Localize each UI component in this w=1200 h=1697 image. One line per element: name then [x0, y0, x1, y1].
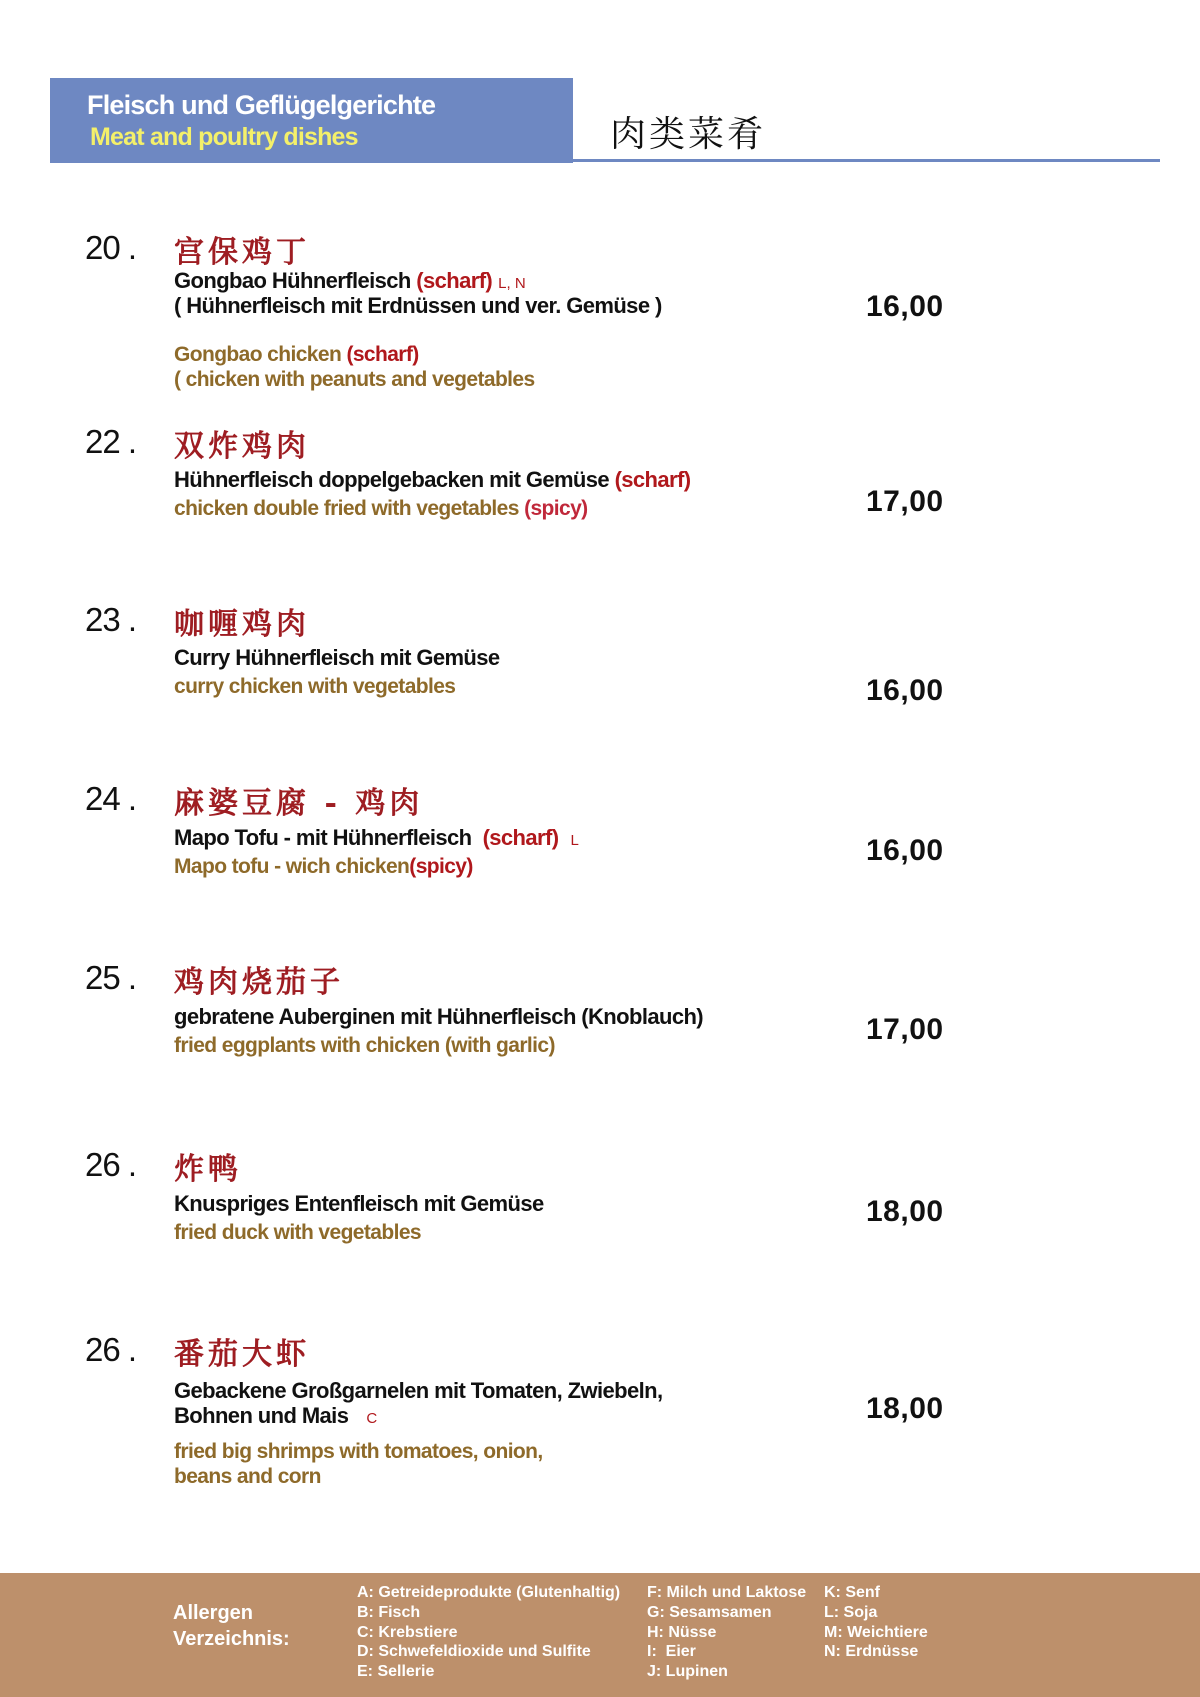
dish-name-zh: 咖喱鸡肉	[174, 607, 310, 642]
allergen-list-col2	[647, 1583, 806, 1682]
allergen-entry: A: Getreideprodukte (Glutenhaltig)	[357, 1584, 621, 1601]
allergen-entry: N: Erdnüsse	[824, 1643, 919, 1661]
dish-name-en: chicken double fried with vegetables (spicy)	[174, 497, 588, 520]
allergen-entry: F: Milch und Laktose	[647, 1584, 807, 1601]
dish-price: 18,00	[866, 1392, 944, 1425]
dish-description-de: ( Hühnerfleisch mit Erdnüssen und ver. Gemüse )	[174, 293, 662, 318]
dish-number: 23 .	[85, 601, 137, 638]
dish-name-de: Curry Hühnerfleisch mit Gemüse	[174, 645, 500, 670]
dish-name-de: Gebackene Großgarnelen mit Tomaten, Zwiebeln,	[174, 1378, 663, 1403]
allergen-list-col3	[824, 1583, 928, 1662]
dish-number: 26 .	[85, 1331, 137, 1368]
dish-number: 22 .	[85, 423, 137, 460]
dish-price: 16,00	[866, 674, 944, 707]
dish-name-de: Hühnerfleisch doppelgebacken mit Gemüse (scharf)	[174, 467, 691, 492]
dish-name-en-line2: beans and corn	[174, 1465, 321, 1488]
dish-name-zh: 番茄大虾	[174, 1337, 310, 1372]
section-title-en: Meat and poultry dishes	[90, 123, 358, 151]
allergen-codes: C	[366, 1410, 378, 1427]
dish-name-zh: 鸡肉烧茄子	[174, 965, 344, 1000]
allergen-entry: L: Soja	[824, 1603, 878, 1621]
dish-name-de: Mapo Tofu - mit Hühnerfleisch (scharf) L	[174, 825, 579, 850]
dish-name-zh: 麻婆豆腐 - 鸡肉	[174, 786, 424, 821]
allergen-codes: L, N	[498, 275, 526, 292]
allergen-title: Allergen Verzeichnis:	[173, 1602, 290, 1650]
spicy-tag: (spicy)	[409, 855, 473, 878]
spicy-tag: (scharf)	[416, 268, 493, 293]
dish-name-en: fried eggplants with chicken (with garlic)	[174, 1034, 555, 1057]
dish-number: 26 .	[85, 1146, 137, 1183]
dish-name-de: Gongbao Hühnerfleisch (scharf) L, N	[174, 268, 526, 293]
dish-number: 20 .	[85, 229, 137, 266]
allergen-entry: C: Krebstiere	[357, 1623, 458, 1641]
allergen-codes: L	[570, 832, 579, 849]
dish-price: 16,00	[866, 290, 944, 323]
dish-name-de: gebratene Auberginen mit Hühnerfleisch (Knoblauch)	[174, 1004, 704, 1029]
spicy-tag: (scharf)	[614, 467, 691, 492]
dish-name-en: fried big shrimps with tomatoes, onion,	[174, 1440, 543, 1463]
dish-name-en: curry chicken with vegetables	[174, 675, 456, 698]
allergen-entry: G: Sesamsamen	[647, 1603, 772, 1621]
allergen-entry: D: Schwefeldioxide und Sulfite	[357, 1643, 591, 1661]
allergen-entry: I: Eier	[647, 1643, 696, 1661]
allergen-entry: H: Nüsse	[647, 1623, 717, 1641]
dish-name-de: Knuspriges Entenfleisch mit Gemüse	[174, 1191, 544, 1216]
dish-number: 25 .	[85, 959, 137, 996]
allergen-entry: E: Sellerie	[357, 1663, 435, 1681]
spicy-tag: (scharf)	[346, 343, 419, 366]
dish-price: 17,00	[866, 485, 944, 518]
dish-name-en: fried duck with vegetables	[174, 1221, 421, 1244]
spicy-tag: (spicy)	[524, 497, 588, 520]
allergen-list-col1	[357, 1583, 620, 1682]
allergen-entry: B: Fisch	[357, 1603, 421, 1621]
section-title-zh: 肉类菜肴	[610, 114, 767, 155]
spicy-tag: (scharf)	[482, 825, 559, 850]
header-rule	[573, 159, 1160, 162]
section-title-de: Fleisch und Geflügelgerichte	[87, 90, 436, 120]
dish-name-zh: 宫保鸡丁	[174, 235, 310, 270]
dish-price: 18,00	[866, 1195, 944, 1228]
dish-name-zh: 炸鸭	[174, 1152, 242, 1187]
dish-name-en: Gongbao chicken (scharf)	[174, 343, 419, 366]
dish-price: 16,00	[866, 834, 944, 867]
allergen-entry: K: Senf	[824, 1584, 880, 1601]
dish-price: 17,00	[866, 1013, 944, 1046]
dish-name-zh: 双炸鸡肉	[174, 429, 310, 464]
dish-name-de-line2: Bohnen und Mais C	[174, 1403, 378, 1428]
dish-description-en: ( chicken with peanuts and vegetables	[174, 368, 535, 391]
allergen-entry: J: Lupinen	[647, 1663, 728, 1681]
dish-number: 24 .	[85, 780, 137, 817]
allergen-entry: M: Weichtiere	[824, 1623, 928, 1641]
dish-name-en: Mapo tofu - wich chicken(spicy)	[174, 855, 473, 878]
